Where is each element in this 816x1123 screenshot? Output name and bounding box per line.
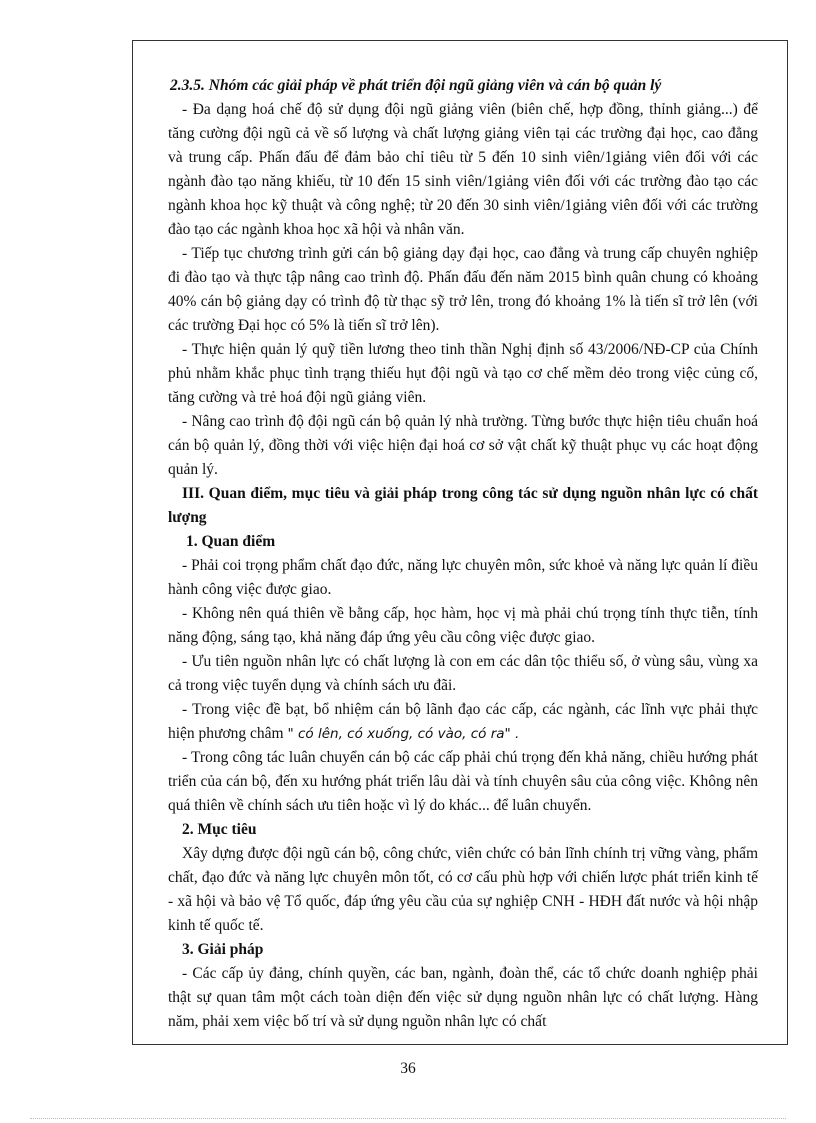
paragraph-text: - Trong việc đề bạt, bổ nhiệm cán bộ lãnh đạo các cấp, các ngành, các lĩnh vực phải thực hiện phương châm xyxy=(168,701,758,742)
paragraph: - Nâng cao trình độ đội ngũ cán bộ quản lý nhà trường. Từng bước thực hiện tiêu chuẩn hoá cán bộ quản lý, đồng thời với việc hiện đại hoá cơ sở vật chất kỹ thuật phục vụ các hoạt động quản lý. xyxy=(168,413,758,478)
paragraph: - Các cấp ủy đảng, chính quyền, các ban, ngành, đoàn thể, các tổ chức doanh nghiệp phải thật sự quan tâm một cách toàn diện đến việc sử dụng nguồn nhân lực có chất lượng. Hàng năm, phải xem việc bố trí và sử dụng nguồn nhân lực có chất xyxy=(168,965,758,1030)
paragraph: - Trong công tác luân chuyển cán bộ các cấp phải chú trọng đến khả năng, chiều hướng phát triển của cán bộ, đến xu hướng phát triển lâu dài và tính chuyên sâu của công việc. Không nên quá thiên về chính sách ưu tiên hoặc vì lý do khác... để luân chuyển. xyxy=(168,749,758,814)
paragraph: - Không nên quá thiên về bằng cấp, học hàm, học vị mà phải chú trọng tính thực tiễn, tính năng động, sáng tạo, khả năng đáp ứng yêu cầu công việc được giao. xyxy=(168,605,758,646)
page-body xyxy=(168,74,758,1034)
paragraph: - Tiếp tục chương trình gửi cán bộ giảng dạy đại học, cao đẳng và trung cấp chuyên nghiệp đi đào tạo và thực tập nâng cao trình độ. Phấn đấu đến năm 2015 bình quân chung có khoảng 40% cán bộ giảng dạy có trình độ từ thạc sỹ trở lên, trong đó khoảng 1% là tiến sĩ trở lên (với các trường Đại học có 5% là tiến sĩ trở lên). xyxy=(168,245,758,334)
paragraph: - Ưu tiên nguồn nhân lực có chất lượng là con em các dân tộc thiểu số, ở vùng sâu, vùng xa cả trong việc tuyển dụng và chính sách ưu đãi. xyxy=(168,653,758,694)
paragraph xyxy=(168,698,758,746)
subheading-quan-diem: 1. Quan điểm xyxy=(186,533,276,550)
paragraph: - Đa dạng hoá chế độ sử dụng đội ngũ giảng viên (biên chế, hợp đồng, thỉnh giảng...) để tăng cường đội ngũ cả về số lượng và chất lượng giảng viên tại các trường đại học, cao đẳng và trung cấp. Phấn đấu để đảm bảo chỉ tiêu từ 5 đến 10 sinh viên/1giảng viên đối với các ngành đào tạo năng khiếu, từ 10 đến 15 sinh viên/1giảng viên đối với các trường đào tạo các ngành khoa học kỹ thuật và công nghệ; từ 20 đến 30 sinh viên/1giảng viên đối với các trường đào tạo các ngành khoa học xã hội và nhân văn. xyxy=(168,101,758,238)
page-separator xyxy=(30,1118,786,1119)
quoted-motto: " có lên, có xuống, có vào, có ra" . xyxy=(287,726,520,742)
paragraph: - Phải coi trọng phẩm chất đạo đức, năng lực chuyên môn, sức khoẻ và năng lực quản lí điều hành công việc được giao. xyxy=(168,557,758,598)
section-heading-III: III. Quan điểm, mục tiêu và giải pháp trong công tác sử dụng nguồn nhân lực có chất lượng xyxy=(168,485,758,526)
paragraph: - Thực hiện quản lý quỹ tiền lương theo tinh thần Nghị định số 43/2006/NĐ-CP của Chính phủ nhằm khắc phục tình trạng thiếu hụt đội ngũ và tạo cơ chế mềm dẻo trong việc củng cố, tăng cường và trẻ hoá đội ngũ giảng viên. xyxy=(168,341,758,406)
page-number: 36 xyxy=(400,1060,416,1077)
section-heading-2-3-5: 2.3.5. Nhóm các giải pháp về phát triển đội ngũ giảng viên và cán bộ quản lý xyxy=(170,77,662,94)
subheading-muc-tieu: 2. Mục tiêu xyxy=(182,821,257,838)
paragraph: Xây dựng được đội ngũ cán bộ, công chức, viên chức có bản lĩnh chính trị vững vàng, phẩm chất, đạo đức và năng lực chuyên môn tốt, có cơ cấu phù hợp với chiến lược phát triển kinh tế - xã hội và bảo vệ Tổ quốc, đáp ứng yêu cầu của sự nghiệp CNH - HĐH đất nước và hội nhập kinh tế quốc tế. xyxy=(168,845,758,934)
subheading-giai-phap: 3. Giải pháp xyxy=(182,941,264,958)
